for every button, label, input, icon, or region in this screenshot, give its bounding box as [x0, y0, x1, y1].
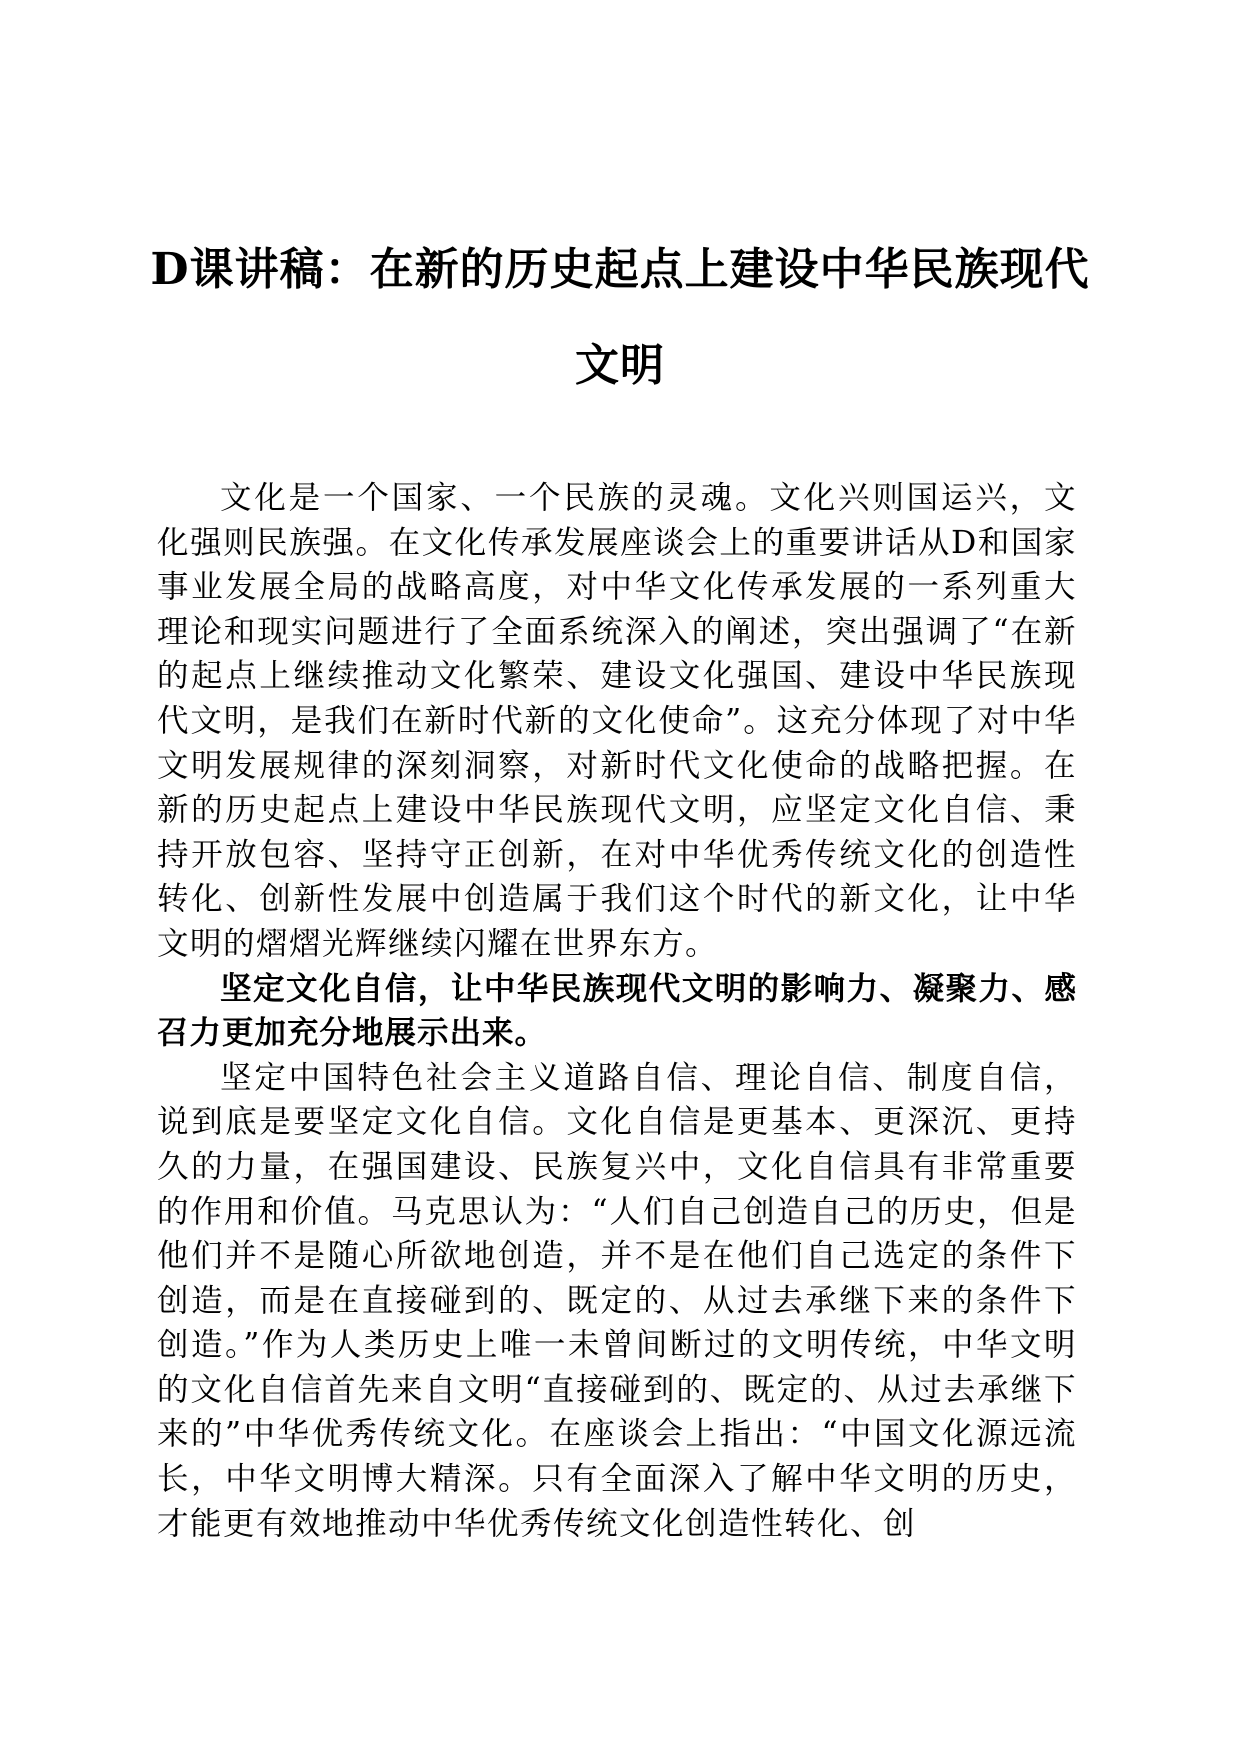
intro-paragraph: 文化是一个国家、一个民族的灵魂。文化兴则国运兴，文化强则民族强。在文化传承发展座谈会上的重要讲话从D和国家事业发展全局的战略高度，对中华文化传承发展的一系列重大理论和现实问题进行了全面系统深入的阐述，突出强调了“在新的起点上继续推动文化繁荣、建设文化强国、建设中华民族现代文明，是我们在新时代新的文化使命”。这充分体现了对中华文明发展规律的深刻洞察，对新时代文化使命的战略把握。在新的历史起点上建设中华民族现代文明，应坚定文化自信、秉持开放包容、坚持守正创新，在对中华优秀传统文化的创造性转化、创新性发展中创造属于我们这个时代的新文化，让中华文明的熠熠光辉继续闪耀在世界东方。: [157, 480, 1077, 962]
section-heading: 坚定文化自信，让中华民族现代文明的影响力、凝聚力、感召力更加充分地展示出来。: [157, 969, 1077, 1052]
document-body: [157, 476, 1077, 1546]
body-paragraph: 坚定中国特色社会主义道路自信、理论自信、制度自信，说到底是要坚定文化自信。文化自信是更基本、更深沉、更持久的力量，在强国建设、民族复兴中，文化自信具有非常重要的作用和价值。马克思认为：“人们自己创造自己的历史，但是他们并不是随心所欲地创造，并不是在他们自己选定的条件下创造，而是在直接碰到的、既定的、从过去承继下来的条件下创造。”作为人类历史上唯一未曾间断过的文明传统，中华文明的文化自信首先来自文明“直接碰到的、既定的、从过去承继下来的”中华优秀传统文化。在座谈会上指出：“中国文化源远流长，中华文明博大精深。只有全面深入了解中华文明的历史，才能更有效地推动中华优秀传统文化创造性转化、创: [157, 1059, 1077, 1542]
document-title: D课讲稿：在新的历史起点上建设中华民族现代文明: [150, 244, 1090, 391]
